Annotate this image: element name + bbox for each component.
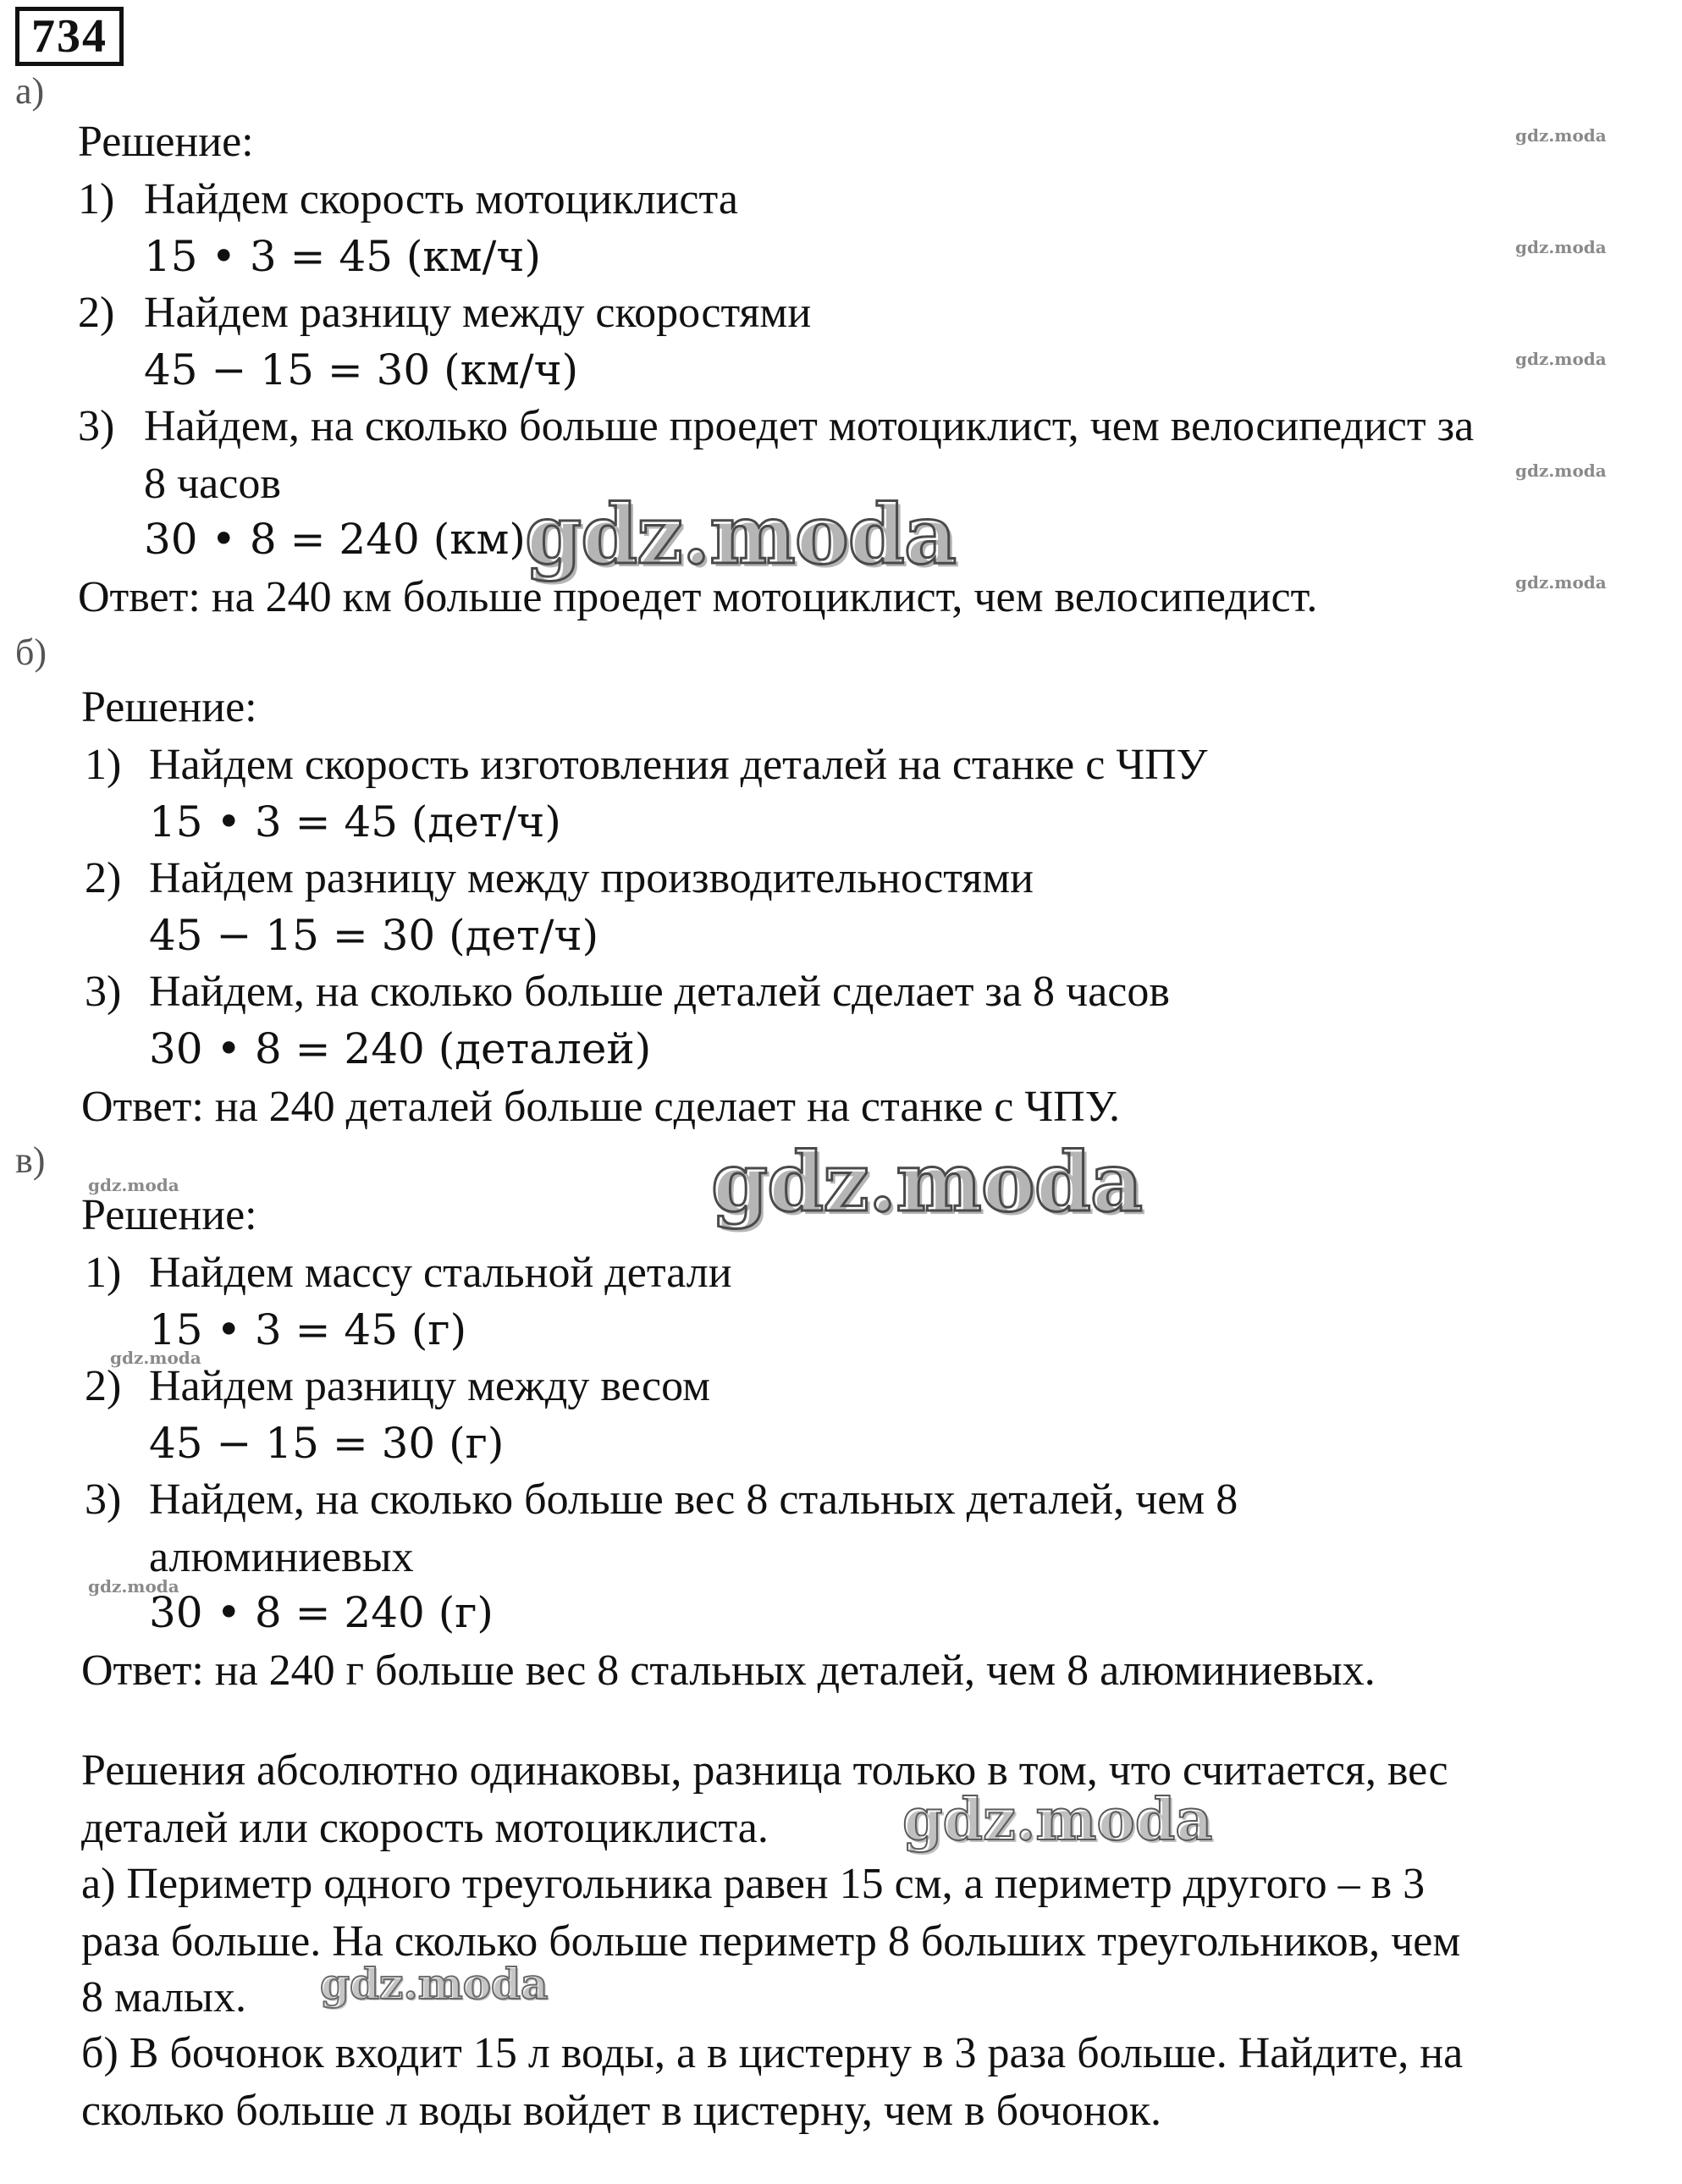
part-a-step2-number: 2) xyxy=(78,289,115,337)
part-b-step1-calc: 15 • 3 = 45 (дет/ч) xyxy=(149,797,561,847)
watermark-small: gdz.moda xyxy=(1515,572,1607,593)
part-c-step3-text-line2: алюминиевых xyxy=(149,1533,414,1581)
part-c-heading: Решение: xyxy=(81,1191,257,1239)
part-a-letter: а) xyxy=(15,70,45,112)
watermark-small: gdz.moda xyxy=(110,1348,201,1368)
watermark-small: gdz.moda xyxy=(1515,125,1607,146)
watermark-small: gdz.moda xyxy=(88,1576,179,1597)
part-b-step1-number: 1) xyxy=(85,741,122,789)
part-c-answer: Ответ: на 240 г больше вес 8 стальных деталей, чем 8 алюминиевых. xyxy=(81,1646,1376,1695)
part-b-answer: Ответ: на 240 деталей больше сделает на станке с ЧПУ. xyxy=(81,1083,1121,1131)
part-c-letter: в) xyxy=(15,1139,46,1181)
variant-a-line2: раза больше. На сколько больше периметр 8 больших треугольников, чем xyxy=(81,1917,1461,1966)
conclusion-line1: Решения абсолютно одинаковы, разница только в том, что считается, вес xyxy=(81,1746,1448,1795)
variant-b-line1: б) В бочонок входит 15 л воды, а в цистерну в 3 раза больше. Найдите, на xyxy=(81,2029,1464,2077)
part-b-heading: Решение: xyxy=(81,683,257,731)
part-a-step2-text: Найдем разницу между скоростями xyxy=(144,289,812,337)
part-c-step1-number: 1) xyxy=(85,1249,122,1297)
part-b-step3-text: Найдем, на сколько больше деталей сделает за 8 часов xyxy=(149,968,1170,1016)
part-a-step3-text-line2: 8 часов xyxy=(144,460,281,508)
conclusion-line2: деталей или скорость мотоциклиста. xyxy=(81,1804,769,1852)
part-c-step2-calc: 45 − 15 = 30 (г) xyxy=(149,1419,505,1468)
variant-a-line3: 8 малых. xyxy=(81,1973,246,2021)
part-c-step1-calc: 15 • 3 = 45 (г) xyxy=(149,1305,467,1354)
part-b-step3-calc: 30 • 8 = 240 (деталей) xyxy=(149,1024,652,1073)
part-a-step2-calc: 45 − 15 = 30 (км/ч) xyxy=(144,345,579,394)
watermark-large: gdz.moda xyxy=(525,487,957,582)
part-b-step2-text: Найдем разницу между производительностями xyxy=(149,854,1034,902)
watermark-small: gdz.moda xyxy=(1515,461,1607,481)
part-b-step2-number: 2) xyxy=(85,854,122,902)
part-a-answer: Ответ: на 240 км больше проедет мотоциклист, чем велосипедист. xyxy=(78,573,1318,621)
variant-b-line2: сколько больше л воды войдет в цистерну, чем в бочонок. xyxy=(81,2087,1161,2135)
part-a-step1-text: Найдем скорость мотоциклиста xyxy=(144,175,738,223)
part-a-step3-text-line1: Найдем, на сколько больше проедет мотоциклист, чем велосипедист за xyxy=(144,402,1475,450)
variant-a-line1: а) Периметр одного треугольника равен 15 см, а периметр другого – в 3 xyxy=(81,1860,1426,1908)
part-a-heading: Решение: xyxy=(78,118,254,166)
part-c-step2-text: Найдем разницу между весом xyxy=(149,1362,710,1410)
watermark-small: gdz.moda xyxy=(1515,349,1607,369)
part-c-step2-number: 2) xyxy=(85,1362,122,1410)
watermark-medium: gdz.moda xyxy=(902,1786,1213,1854)
watermark-medium: gdz.moda xyxy=(320,1959,549,2009)
part-b-step2-calc: 45 − 15 = 30 (дет/ч) xyxy=(149,911,599,960)
part-b-letter: б) xyxy=(15,631,47,673)
problem-number: 734 xyxy=(15,7,124,66)
part-c-step1-text: Найдем массу стальной детали xyxy=(149,1249,732,1297)
part-a-step1-number: 1) xyxy=(78,175,115,223)
part-c-step3-number: 3) xyxy=(85,1475,122,1524)
part-b-step1-text: Найдем скорость изготовления деталей на станке с ЧПУ xyxy=(149,741,1208,789)
part-c-step3-text-line1: Найдем, на сколько больше вес 8 стальных деталей, чем 8 xyxy=(149,1475,1238,1524)
part-a-step3-calc: 30 • 8 = 240 (км) xyxy=(144,515,526,564)
watermark-small: gdz.moda xyxy=(88,1175,179,1195)
watermark-large: gdz.moda xyxy=(711,1134,1143,1230)
part-b-step3-number: 3) xyxy=(85,968,122,1016)
part-a-step3-number: 3) xyxy=(78,402,115,450)
part-a-step1-calc: 15 • 3 = 45 (км/ч) xyxy=(144,232,541,281)
watermark-small: gdz.moda xyxy=(1515,237,1607,257)
part-c-step3-calc: 30 • 8 = 240 (г) xyxy=(149,1588,494,1637)
